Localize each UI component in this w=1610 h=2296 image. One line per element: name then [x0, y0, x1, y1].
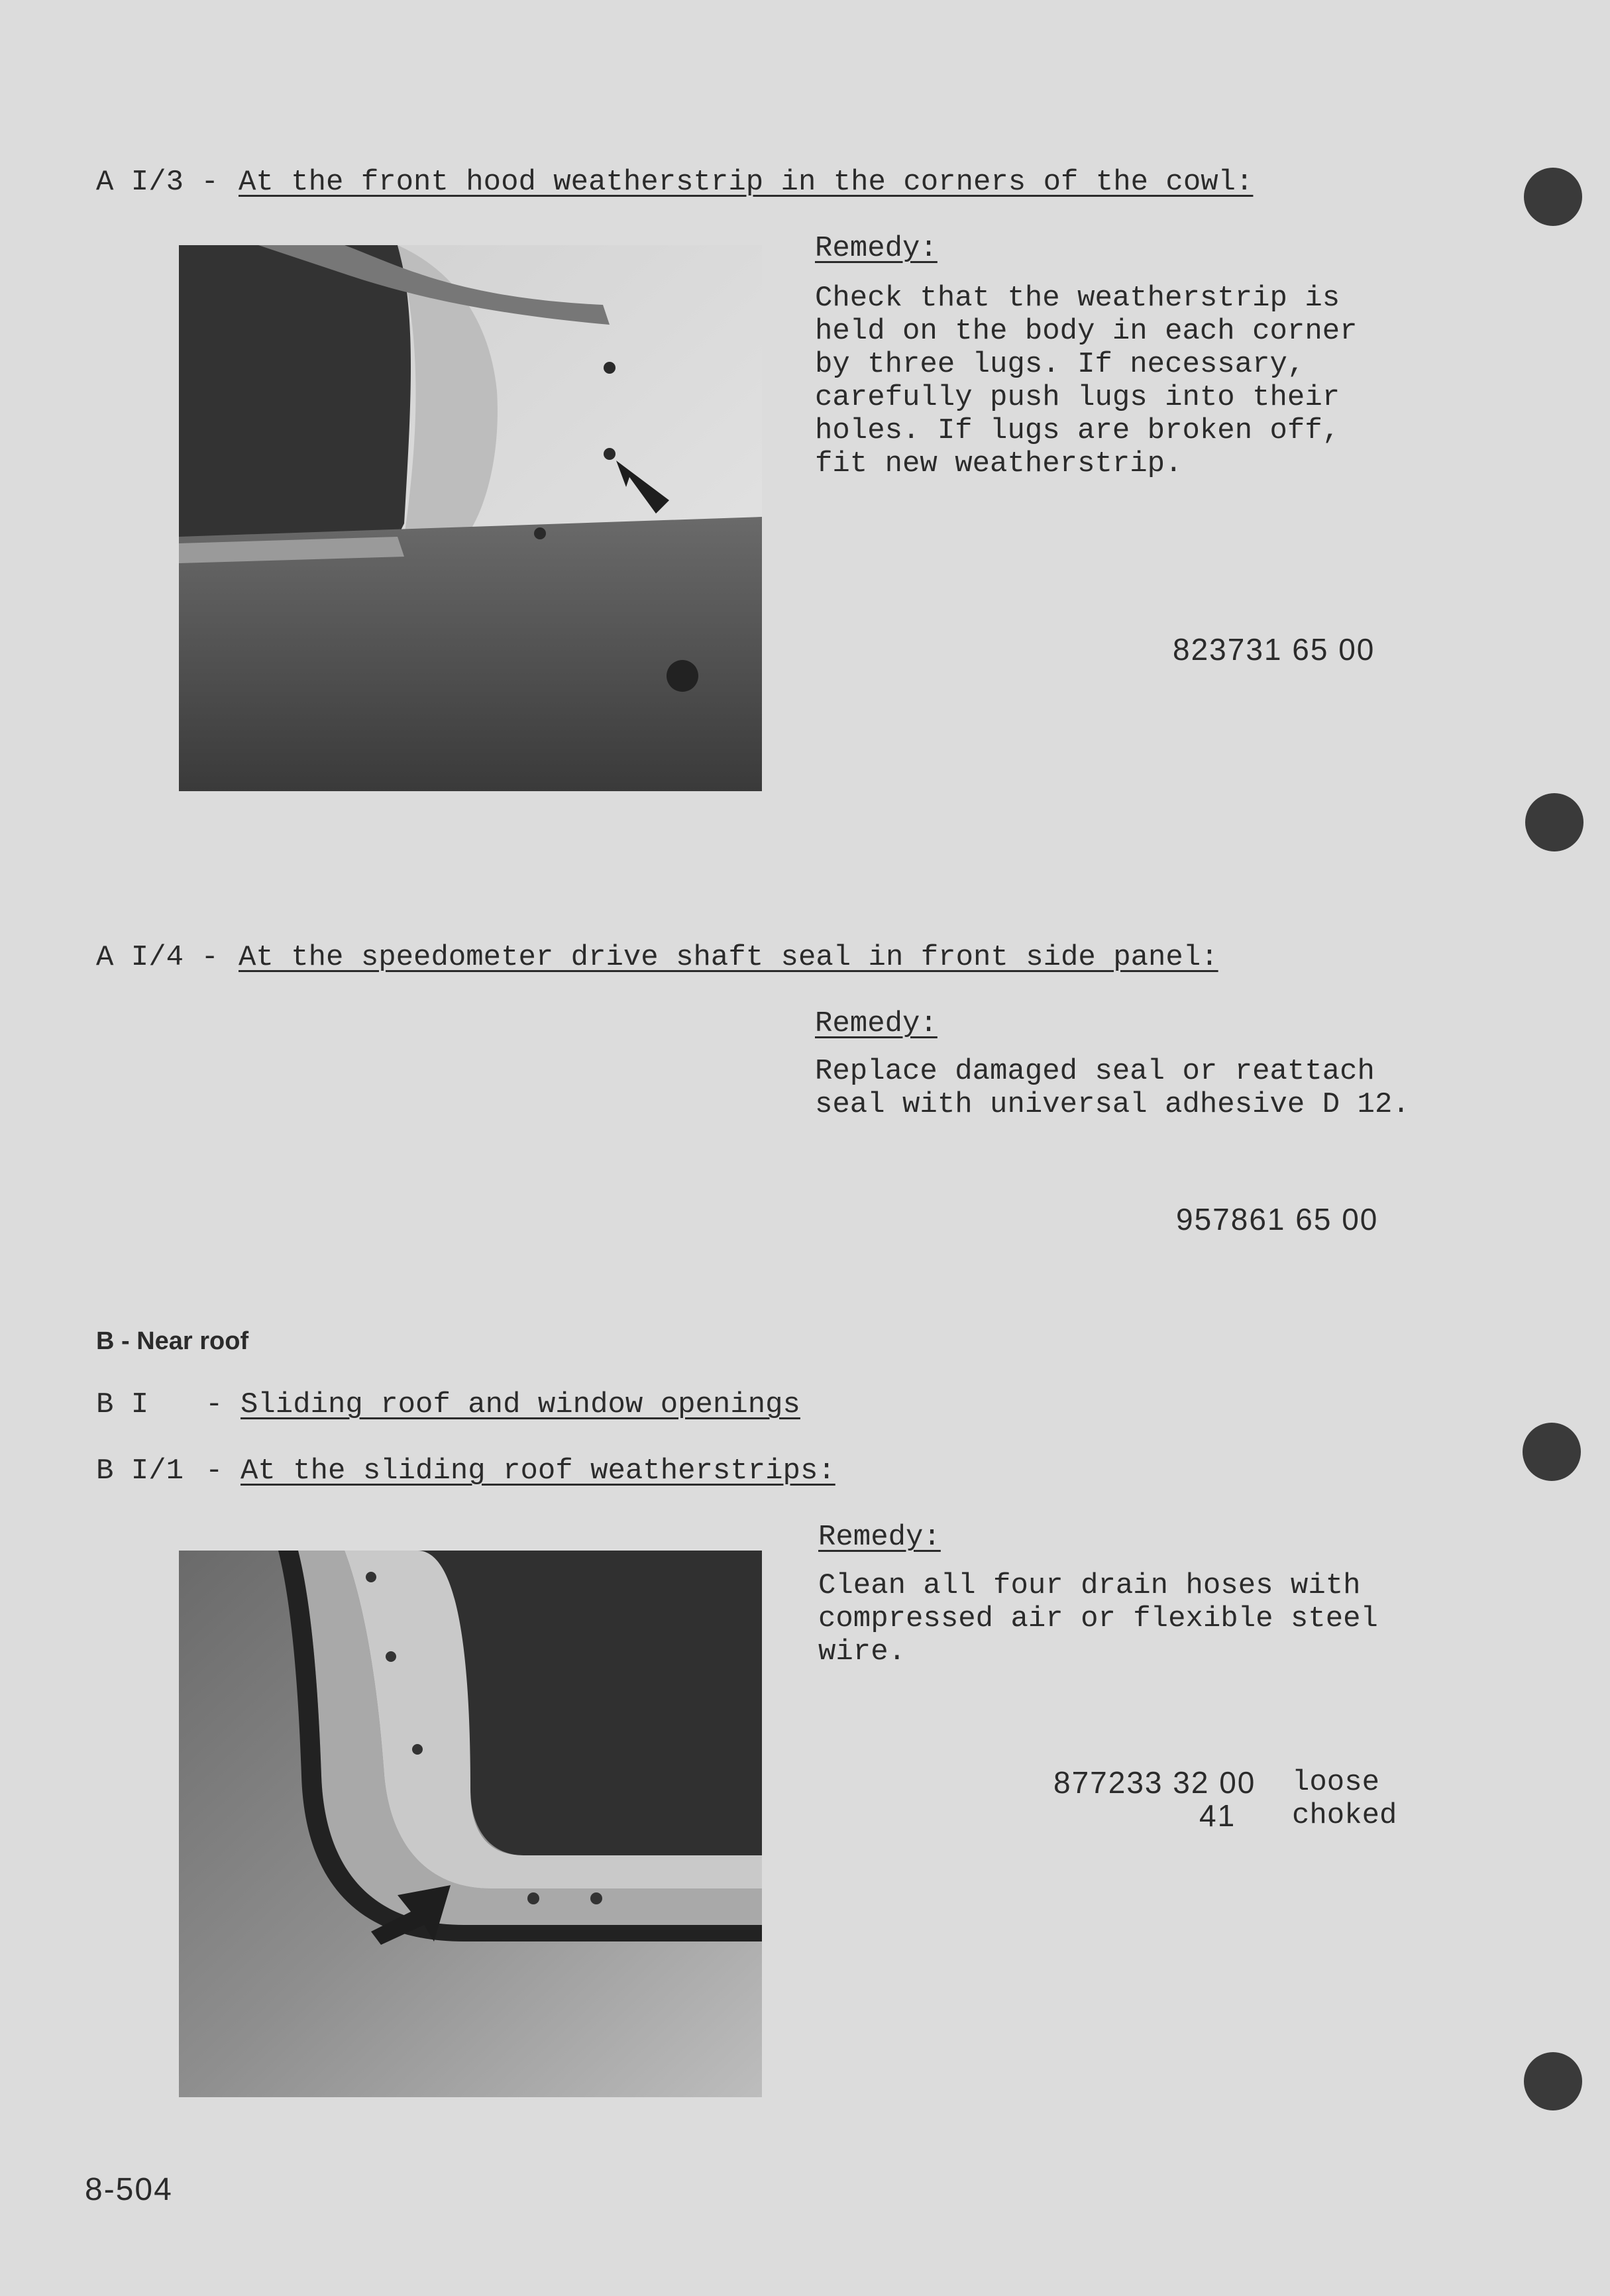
remedy-line: carefully push lugs into their: [815, 381, 1340, 414]
section-title: At the front hood weatherstrip in the corners of the cowl:: [239, 166, 1254, 199]
remedy-text: [815, 1055, 1410, 1121]
punch-hole: [1523, 1423, 1581, 1481]
section-code: A I/3 -: [96, 166, 219, 199]
remedy-line: holes. If lugs are broken off,: [815, 414, 1340, 447]
part-number: 41: [1199, 1798, 1236, 1833]
section-title: At the speedometer drive shaft seal in front side panel:: [239, 941, 1218, 974]
remedy-text: [815, 282, 1358, 480]
section-dash: -: [205, 1388, 223, 1421]
remedy-text: [818, 1569, 1378, 1668]
remedy-line: Clean all four drain hoses with: [818, 1569, 1361, 1602]
remedy-line: Check that the weatherstrip is: [815, 282, 1340, 315]
section-heading: B - Near roof: [96, 1327, 249, 1355]
page-number: 8-504: [85, 2172, 173, 2207]
sliding-roof-photo: [179, 1551, 762, 2097]
part-number: 823731 65 00: [1173, 632, 1375, 667]
remedy-line: held on the body in each corner: [815, 315, 1358, 348]
remedy-line: fit new weatherstrip.: [815, 447, 1183, 480]
remedy-line: Replace damaged seal or reattach: [815, 1055, 1375, 1088]
remedy-line: seal with universal adhesive D 12.: [815, 1088, 1410, 1121]
remedy-label: Remedy:: [818, 1521, 941, 1554]
remedy-line: compressed air or flexible steel: [818, 1602, 1378, 1635]
section-dash: -: [205, 1454, 223, 1488]
remedy-label: Remedy:: [815, 1007, 938, 1040]
part-status: choked: [1292, 1799, 1397, 1832]
punch-hole: [1525, 793, 1583, 851]
part-number: 957861 65 00: [1176, 1202, 1379, 1236]
section-title: At the sliding roof weatherstrips:: [241, 1454, 835, 1488]
part-status: loose: [1292, 1766, 1380, 1799]
remedy-line: by three lugs. If necessary,: [815, 348, 1305, 381]
part-number: 877233 32 00: [1053, 1765, 1256, 1800]
hood-weatherstrip-photo: [179, 245, 762, 791]
section-code: B I: [96, 1388, 149, 1421]
remedy-line: wire.: [818, 1635, 906, 1668]
section-code: A I/4 -: [96, 941, 219, 974]
remedy-label: Remedy:: [815, 232, 938, 265]
punch-hole: [1524, 2052, 1582, 2110]
section-title: Sliding roof and window openings: [241, 1388, 800, 1421]
punch-hole: [1524, 168, 1582, 226]
section-code: B I/1: [96, 1454, 184, 1488]
